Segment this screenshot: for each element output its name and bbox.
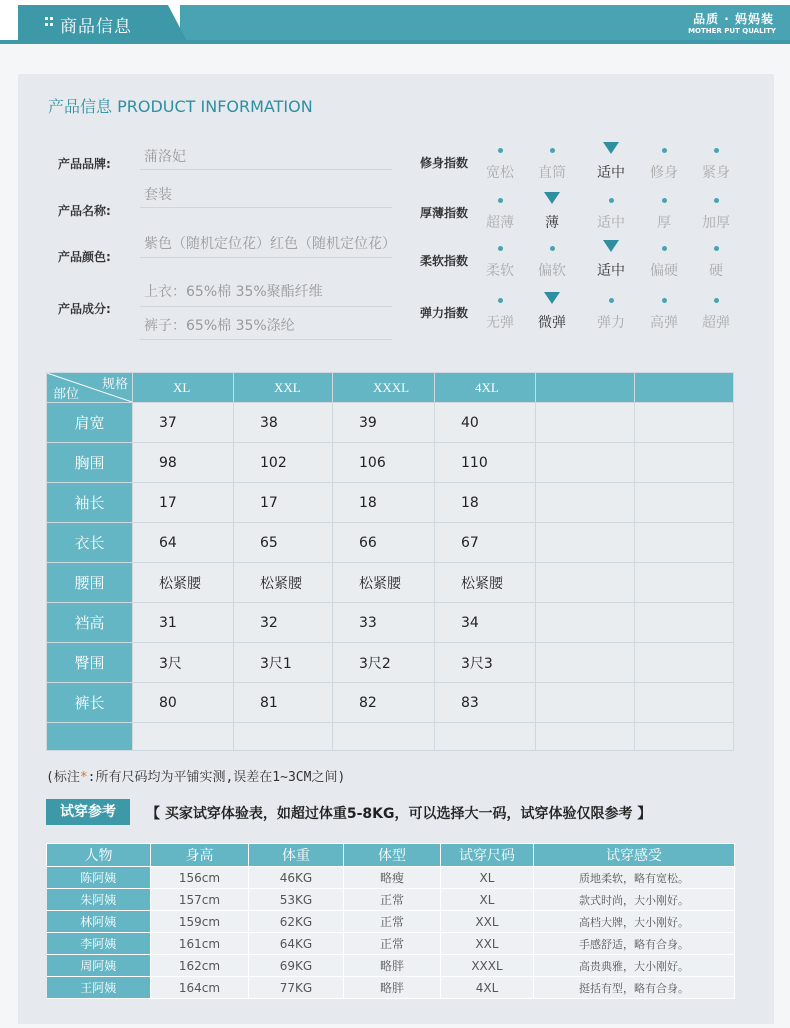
size-value-cell — [536, 643, 635, 683]
scale-dot — [498, 198, 503, 203]
part-cell: 袖长 — [47, 483, 133, 523]
try-on-cell: 159cm — [151, 911, 249, 933]
column-header: 身高 — [151, 844, 249, 867]
try-on-cell: 高贵典雅，大小刚好。 — [534, 955, 735, 977]
brand-slogan-en: MOTHER PUT QUALITY — [688, 27, 776, 35]
size-value-cell — [536, 403, 635, 443]
size-row — [47, 683, 734, 723]
size-header — [536, 373, 635, 403]
size-value-cell: 17 — [133, 483, 234, 523]
person-cell: 林阿姨 — [47, 911, 151, 933]
try-on-cell: 53KG — [249, 889, 344, 911]
try-on-cell: 正常 — [344, 889, 441, 911]
size-value-cell: 34 — [435, 603, 536, 643]
column-header: 试穿尺码 — [441, 844, 534, 867]
brand-value: 蒲洛妃 — [144, 149, 186, 165]
size-value-cell — [536, 683, 635, 723]
brand-label: 产品品牌: — [58, 157, 111, 171]
try-on-cell: 挺括有型，略有合身。 — [534, 977, 735, 999]
size-value-cell: 3尺 — [133, 643, 234, 683]
note-star: * — [79, 770, 88, 785]
try-on-row — [47, 933, 735, 955]
color-value: 紫色（随机定位花）红色（随机定位花） — [144, 236, 396, 252]
section-title: 产品信息 PRODUCT INFORMATION — [48, 97, 313, 116]
size-value-cell — [635, 403, 734, 443]
index-option: 微弹 — [538, 315, 566, 331]
column-header: 体型 — [344, 844, 441, 867]
size-value-cell — [635, 563, 734, 603]
try-on-cell: 高档大牌，大小刚好。 — [534, 911, 735, 933]
size-row — [47, 723, 734, 751]
size-value-cell: 32 — [234, 603, 333, 643]
size-value-cell: 38 — [234, 403, 333, 443]
divider-line — [140, 169, 392, 170]
size-value-cell: 110 — [435, 443, 536, 483]
size-value-cell: 3尺2 — [333, 643, 435, 683]
size-value-cell: 102 — [234, 443, 333, 483]
index-option: 宽松 — [486, 165, 514, 181]
divider-line — [140, 207, 392, 208]
size-row — [47, 443, 734, 483]
size-row — [47, 483, 734, 523]
try-on-row — [47, 955, 735, 977]
try-on-cell: 161cm — [151, 933, 249, 955]
size-value-cell — [536, 723, 635, 751]
try-on-cell: 77KG — [249, 977, 344, 999]
selected-marker-icon — [603, 240, 619, 252]
try-on-cell: 62KG — [249, 911, 344, 933]
size-value-cell: 83 — [435, 683, 536, 723]
try-on-cell: XL — [441, 867, 534, 889]
part-cell: 腰围 — [47, 563, 133, 603]
measurement-note — [46, 766, 345, 785]
size-row — [47, 603, 734, 643]
scale-dot — [662, 298, 667, 303]
scale-dot — [714, 198, 719, 203]
part-cell: 衣长 — [47, 523, 133, 563]
part-cell: 臀围 — [47, 643, 133, 683]
size-row — [47, 643, 734, 683]
index-option: 超弹 — [702, 315, 730, 331]
size-value-cell: 39 — [333, 403, 435, 443]
try-on-cell: 46KG — [249, 867, 344, 889]
size-header: XXL — [234, 373, 333, 403]
size-value-cell: 3尺3 — [435, 643, 536, 683]
person-cell: 王阿姨 — [47, 977, 151, 999]
try-on-cell: XL — [441, 889, 534, 911]
brand-slogan: 品质 · 妈妈装 — [693, 12, 774, 26]
size-value-cell: 106 — [333, 443, 435, 483]
size-row — [47, 523, 734, 563]
index-option: 适中 — [597, 263, 625, 279]
size-value-cell: 67 — [435, 523, 536, 563]
index-option: 直筒 — [538, 165, 566, 181]
scale-dot — [550, 246, 555, 251]
index-label: 柔软指数 — [420, 254, 469, 268]
corner-label-size: 规格 — [101, 377, 128, 392]
size-value-cell: 18 — [333, 483, 435, 523]
try-on-cell: XXXL — [441, 955, 534, 977]
index-option: 超薄 — [486, 215, 514, 231]
corner-label-part: 部位 — [53, 387, 80, 402]
size-value-cell: 64 — [133, 523, 234, 563]
index-label: 厚薄指数 — [420, 206, 469, 220]
size-value-cell: 18 — [435, 483, 536, 523]
index-option: 偏软 — [538, 263, 566, 279]
size-value-cell: 33 — [333, 603, 435, 643]
index-option: 柔软 — [486, 263, 514, 279]
try-on-cell: 162cm — [151, 955, 249, 977]
try-on-cell: 64KG — [249, 933, 344, 955]
scale-dot — [714, 148, 719, 153]
part-cell: 肩宽 — [47, 403, 133, 443]
size-value-cell — [635, 603, 734, 643]
index-option: 适中 — [597, 215, 625, 231]
column-header: 试穿感受 — [534, 844, 735, 867]
scale-dot — [609, 298, 614, 303]
selected-marker-icon — [544, 292, 560, 304]
size-value-cell — [635, 443, 734, 483]
index-option: 修身 — [650, 165, 678, 181]
scale-dot — [662, 148, 667, 153]
size-value-cell: 31 — [133, 603, 234, 643]
try-on-cell: 质地柔软，略有宽松。 — [534, 867, 735, 889]
size-value-cell — [536, 603, 635, 643]
scale-dot — [662, 198, 667, 203]
divider-line — [140, 257, 392, 258]
scale-dot — [714, 298, 719, 303]
try-on-row — [47, 977, 735, 999]
size-value-cell: 81 — [234, 683, 333, 723]
try-on-cell: 款式时尚，大小刚好。 — [534, 889, 735, 911]
material-pants-value: 裤子：65%棉 35%涤纶 — [144, 318, 295, 334]
size-value-cell — [635, 723, 734, 751]
try-on-row — [47, 911, 735, 933]
part-cell — [47, 723, 133, 751]
name-label: 产品名称: — [58, 204, 111, 218]
grid-bullet-icon — [45, 17, 54, 27]
note-text: :所有尺码均为平铺实测,误差在1~3CM之间) — [87, 770, 346, 785]
size-value-cell: 37 — [133, 403, 234, 443]
column-header: 体重 — [249, 844, 344, 867]
size-value-cell — [635, 683, 734, 723]
size-value-cell — [536, 563, 635, 603]
size-value-cell: 17 — [234, 483, 333, 523]
banner-underline — [0, 40, 790, 44]
size-table — [46, 372, 734, 751]
index-option: 紧身 — [702, 165, 730, 181]
try-on-header-row — [47, 844, 735, 867]
try-on-cell: XXL — [441, 933, 534, 955]
try-on-cell: 164cm — [151, 977, 249, 999]
try-on-cell: 手感舒适，略有合身。 — [534, 933, 735, 955]
banner-title: 商品信息 — [60, 17, 132, 37]
color-label: 产品颜色: — [58, 250, 111, 264]
index-option: 适中 — [597, 165, 625, 181]
index-option: 薄 — [545, 215, 559, 231]
size-value-cell — [635, 483, 734, 523]
try-on-cell: 157cm — [151, 889, 249, 911]
try-on-cell: 略胖 — [344, 977, 441, 999]
size-value-cell — [635, 523, 734, 563]
size-header: XL — [133, 373, 234, 403]
try-on-badge: 试穿参考 — [46, 799, 130, 825]
size-value-cell: 40 — [435, 403, 536, 443]
size-value-cell: 松紧腰 — [234, 563, 333, 603]
size-value-cell — [333, 723, 435, 751]
column-header: 人物 — [47, 844, 151, 867]
corner-cell — [47, 373, 133, 403]
try-on-row — [47, 889, 735, 911]
size-value-cell: 65 — [234, 523, 333, 563]
material-top-value: 上衣：65%棉 35%聚酯纤维 — [144, 284, 323, 300]
size-value-cell — [133, 723, 234, 751]
scale-dot — [714, 246, 719, 251]
scale-dot — [498, 148, 503, 153]
size-value-cell — [536, 443, 635, 483]
index-option: 硬 — [709, 263, 723, 279]
note-prefix: (标注 — [46, 770, 80, 785]
try-on-cell: 略胖 — [344, 955, 441, 977]
selected-marker-icon — [603, 142, 619, 154]
index-option: 无弹 — [486, 315, 514, 331]
size-value-cell: 松紧腰 — [333, 563, 435, 603]
index-option: 偏硬 — [650, 263, 678, 279]
try-on-cell: 略瘦 — [344, 867, 441, 889]
person-cell: 朱阿姨 — [47, 889, 151, 911]
size-row — [47, 563, 734, 603]
part-cell: 裆高 — [47, 603, 133, 643]
size-header — [635, 373, 734, 403]
part-cell: 胸围 — [47, 443, 133, 483]
header-banner — [0, 0, 790, 44]
size-value-cell — [435, 723, 536, 751]
try-on-cell: 4XL — [441, 977, 534, 999]
person-cell: 周阿姨 — [47, 955, 151, 977]
size-value-cell: 82 — [333, 683, 435, 723]
try-on-table — [46, 843, 735, 999]
try-on-cell: XXL — [441, 911, 534, 933]
index-option: 厚 — [657, 215, 671, 231]
material-label: 产品成分: — [58, 302, 111, 316]
person-cell: 陈阿姨 — [47, 867, 151, 889]
try-on-cell: 正常 — [344, 933, 441, 955]
size-header: XXXL — [333, 373, 435, 403]
size-value-cell — [536, 523, 635, 563]
scale-dot — [550, 148, 555, 153]
index-option: 弹力 — [597, 315, 625, 331]
try-on-description: 【 买家试穿体验表，如超过体重5-8KG，可以选择大一码，试穿体验仅限参考 】 — [146, 806, 652, 822]
selected-marker-icon — [544, 192, 560, 204]
size-value-cell: 松紧腰 — [133, 563, 234, 603]
divider-line — [140, 306, 392, 307]
scale-dot — [498, 246, 503, 251]
person-cell: 李阿姨 — [47, 933, 151, 955]
try-on-cell: 69KG — [249, 955, 344, 977]
size-value-cell: 3尺1 — [234, 643, 333, 683]
size-value-cell: 98 — [133, 443, 234, 483]
try-on-cell: 正常 — [344, 911, 441, 933]
size-row — [47, 403, 734, 443]
size-value-cell: 松紧腰 — [435, 563, 536, 603]
index-label: 弹力指数 — [420, 306, 469, 320]
size-value-cell — [234, 723, 333, 751]
try-on-cell: 156cm — [151, 867, 249, 889]
size-header: 4XL — [435, 373, 536, 403]
divider-line — [140, 339, 392, 340]
scale-dot — [609, 198, 614, 203]
scale-dot — [498, 298, 503, 303]
name-value: 套装 — [144, 187, 172, 203]
part-cell: 裤长 — [47, 683, 133, 723]
index-option: 高弹 — [650, 315, 678, 331]
size-value-cell: 80 — [133, 683, 234, 723]
index-option: 加厚 — [702, 215, 730, 231]
try-on-row — [47, 867, 735, 889]
size-value-cell: 66 — [333, 523, 435, 563]
size-value-cell — [635, 643, 734, 683]
size-header-row — [47, 373, 734, 403]
size-value-cell — [536, 483, 635, 523]
scale-dot — [662, 246, 667, 251]
index-label: 修身指数 — [420, 156, 469, 170]
